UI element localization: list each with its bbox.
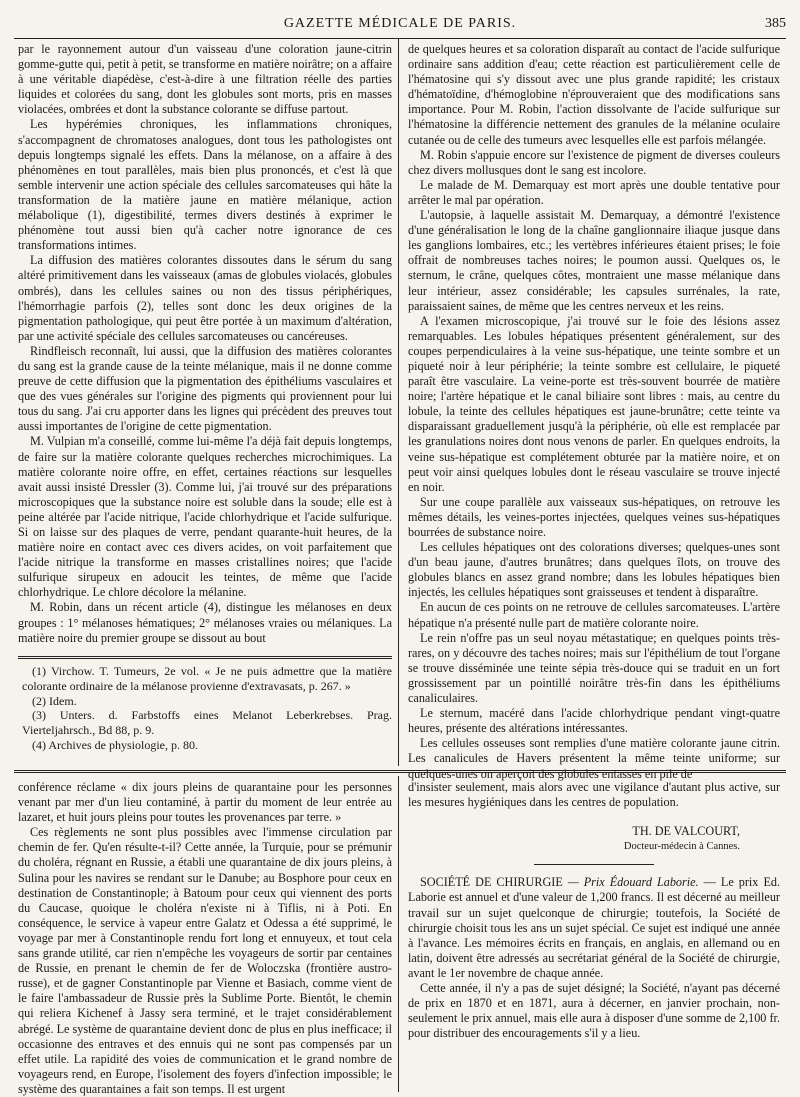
- right-column-news: [408, 780, 780, 1092]
- left-column-quarantine: [18, 780, 392, 1096]
- paragraph: Le rein n'offre pas un seul noyau métastatique; en quelques points très-rares, on y découvre des taches noires; mais sur l'épithélium de tout l'organe se trouve disséminée une teinte sépia très-douce qui se traduit en un fort grossissement par un pointillé noirâtre très-fin dans les épithéliums canaliculaires.: [408, 630, 780, 706]
- society-paragraph: [408, 875, 780, 981]
- paragraph: Cette année, il n'y a pas de sujet désigné; la Société, n'ayant pas décerné de prix en 1870 et en 1871, aura à décerner, en janvier prochain, non-seulement le prix annuel, mais elle aura à disposer d'une somme de 2,100 fr. pour distribuer des encouragements s'il y a lieu.: [408, 981, 780, 1041]
- society-text: — Le prix Ed. Laborie est annuel et d'une valeur de 1,200 francs. Il est décerné au meilleur travail sur un sujet quelconque de chirurgie; toutefois, la Société de chirurgie choisit tous les ans un sujet spécial. Ce sujet est indiqué une année à l'avance. Les mémoires écrits en français, en anglais, en allemand ou en latin, doivent être adressés au secrétariat général de la Société de chirurgie, avant le 1er novembre de chaque année.: [408, 875, 781, 980]
- header-rule: [14, 38, 786, 39]
- page-number: 385: [765, 16, 786, 31]
- paragraph: L'autopsie, à laquelle assistait M. Demarquay, a démontré l'existence d'une généralisation le long de la chaîne ganglionnaire iliaque jusque dans les ganglions lombaires, etc.; les vertèbres inférieures étaient prises; le foie offrait de nombreuses taches noires; le poumon aussi. Quelques os, le sternum, le crâne, quelques côtes, montraient une masse mélanique dans leur intérieur, assez considérable; les capsules surrénales, la rate, paraissaient saines, de même que les centres nerveux et les reins.: [408, 208, 780, 313]
- separator: [534, 864, 654, 865]
- paragraph: Les cellules hépatiques ont des colorations diverses; quelques-unes sont d'un beau jaune, d'autres brunâtres; dans quelques îlots, on trouve des globules blancs en assez grand nombre; dans les lobules hépatiques bien injectés, les cellules hépatiques sont graisseuses et tendent à disparaître.: [408, 540, 780, 600]
- prize-label: — Prix Édouard Laborie.: [567, 875, 699, 890]
- footnote: (3) Unters. d. Farbstoffs eines Melanot Leberkrebses. Prag. Vierteljahrsch., Bd 88, p. 9.: [22, 708, 392, 738]
- society-heading: SOCIÉTÉ DE CHIRURGIE: [420, 875, 563, 890]
- paragraph: d'insister seulement, mais alors avec une vigilance d'autant plus active, sur les mesures hygiéniques dans les centres de population.: [408, 780, 780, 810]
- paragraph: Le malade de M. Demarquay est mort après une double tentative pour arrêter le mal par opération.: [408, 177, 780, 207]
- paragraph: Les hypérémies chroniques, les inflammations chroniques, s'accompagnent de chromatoses analogues, dont tous les pathologistes ont depuis longtemps signalé les effets. Dans la mélanose, on a affaire à des phénomènes en tout parallèles, mais bien plus prononcés, et c'est là que semble intervenir une action spéciale des cellules sarcomateuses qui hâte la transformation de la matière jaune en matière mélanique, action mélabolique (1), digestibilité, termes divers destinés à exprimer le phénomène tout aussi bien qu'à cacher notre ignorance de ces transformations intimes.: [18, 117, 392, 253]
- paragraph: par le rayonnement autour d'un vaisseau d'une coloration jaune-citrin gomme-gutte qui, petit à petit, se transforme en matière noirâtre; on a affaire à une véritable diapédèse, c'est-à-dire à une filtration réelle des parties liquides et colorées du sang, dont les globules sont morts, pris en masses violacées, ombrées et dont la substance colorante se diffuse partout.: [18, 42, 392, 117]
- paragraph: Les cellules osseuses sont remplies d'une matière colorante jaune citrin. Les canalicules de Havers présentent la même teinte uniforme; sur quelques-unes on aperçoit des globules entassés en pile de: [408, 736, 780, 781]
- paragraph: M. Robin s'appuie encore sur l'existence de pigment de diverses couleurs chez divers mollusques dont le sang est incolore.: [408, 147, 780, 177]
- paragraph: A l'examen microscopique, j'ai trouvé sur le foie des lésions assez remarquables. Les lobules hépatiques présentent généralement, sur des coupes perpendiculaires à la veine sus-hépatique, une teinte sombre et un piqueté noir à leur périphérie; la teinte sombre est cellulaire, le piqueté paraît être vasculaire. La veine-porte est très-souvent bourrée de matière noire; l'artère hépatique et le canal biliaire sont libres : mais, au centre du lobule, la teinte des cellules hépatiques est jaune-brunâtre; cette teinte va disparaissant graduellement jusqu'à la périphérie, où elle est remplacée par les granulations noires dont nous venons de parler. En quelques endroits, la veine sus-hépatique est complétement obturée par la matière noire, et on peut voir ainsi quelques lobules dont le réseau vasculaire se trouve injecté en noir.: [408, 313, 780, 494]
- paragraph: de quelques heures et sa coloration disparaît au contact de l'acide sulfurique ordinaire sans addition d'eau; cette réaction est particulièrement celle de l'hématosine qui s'y dissout avec une plus grande rapidité; les cristaux d'hématoïdine, d'hémoglobine n'éprouveraient que des modifications sans importance. Pour M. Robin, l'action dissolvante de l'acide sulfurique sur l'hématosine la différencie nettement des granules de la mélanine oculaire cutanée ou de celle des tumeurs avec lesquelles elle est parfois mélangée.: [408, 42, 780, 147]
- footnotes: [22, 664, 392, 753]
- paragraph: La diffusion des matières colorantes dissoutes dans le sérum du sang altéré primitivement dans les vaisseaux (amas de globules violacés, globules ombrés), dans les cellules saines ou non des tissus périphériques, l'hémorrhagie parfois (2), telles sont donc les deux origines de la pigmentation pathologique, qui peut être portée à un maximum d'altération, par une activité spéciale des cellules sarcomateuses ou cancéreuses.: [18, 253, 392, 343]
- left-column-article: [18, 42, 392, 645]
- paragraph: Rindfleisch reconnaît, lui aussi, que la diffusion des matières colorantes du sang est la grande cause de la teinte mélanique, mais il ne donne comme preuve de cette diffusion que la pigmentation des épithéliums vasculaires et que des vues générales sur l'origine des pigments qui proviennent pour lui tous du sang. J'ai cru apporter dans les lignes qui précèdent des preuves tout aussi importantes de l'origine de cette pigmentation.: [18, 343, 392, 434]
- section-rule: [14, 770, 786, 773]
- footnote: (1) Virchow. T. Tumeurs, 2e vol. « Je ne puis admettre que la matière colorante ordinaire de la mélanose provienne d'extravasats, p. 267. »: [22, 664, 392, 693]
- footnotes-rule: [18, 656, 392, 659]
- column-divider-bottom: [398, 776, 399, 1092]
- paragraph: Le sternum, macéré dans l'acide chlorhydrique pendant vingt-quatre heures, présente des altérations intéressantes.: [408, 706, 780, 736]
- column-divider-top: [398, 38, 399, 766]
- right-column-article: [408, 42, 780, 781]
- journal-title: GAZETTE MÉDICALE DE PARIS.: [283, 16, 517, 31]
- footnote: (4) Archives de physiologie, p. 80.: [32, 737, 198, 752]
- signature-name: TH. DE VALCOURT,: [632, 824, 740, 839]
- paragraph: M. Robin, dans un récent article (4), distingue les mélanoses en deux groupes : 1° mélanoses hématiques; 2° mélanoses vraies ou mélaniques. La matière noire du premier groupe se dissout au bout: [18, 600, 392, 645]
- page-header: [14, 12, 786, 36]
- paragraph: En aucun de ces points on ne retrouve de cellules sarcomateuses. L'artère hépatique n'a présenté nulle part de matière colorante noire.: [408, 600, 780, 630]
- paragraph: conférence réclame « dix jours pleins de quarantaine pour les personnes venant par mer d'un lieu contaminé, à partir du moment de leur entrée au lazaret, et huit jours pleins pour toutes les provenances par terre. »: [18, 780, 392, 825]
- paragraph: Ces règlements ne sont plus possibles avec l'immense circulation par chemin de fer. Qu'en résulte-t-il? Cette année, la Turquie, pour se prémunir du choléra, régnant en Russie, a établi une quarantaine de dix jours pleins, à Sulina pour les navires se rendant sur le Danube; au Bosphore pour ceux en destination de Constantinople; à Batoum pour ceux qui viennent des ports du Caucase, quoique le choléra n'existe ni à Tiflis, ni à Poti. En conséquence, le service à vapeur entre Galatz et Odessa a été supprimé, le voyage par mer à Constantinople rendu fort long et ennuyeux, et tout cela sans grande utilité, car rien n'empêche les voyageurs de sortir par centaines de Russie, en prenant le chemin de fer de Woloczska (frontière austro-russe), et de gagner Constantinople par Vienne et Basiach, comme vient de le faire l'ambassadeur de Russie près la Sublime Porte. Bientôt, le chemin qui reliera Kichenef à Jassy sera terminé, et le trajet considérablement abrégé. Le système de quarantaine devient donc de plus en plus inefficace; il occasionne des entraves et des ennuis qui ne sont pas compensés par un effet utile. La rapidité des voies de communication et le grand nombre de voyageurs rend, en Europe, l'isolement des foyers d'infection impossible; le système des quarantaines a fait son temps. Il est urgent: [18, 825, 392, 1096]
- paragraph: Sur une coupe parallèle aux vaisseaux sus-hépatiques, on retrouve les mêmes détails, les veines-portes injectées, quelques veines sus-hépatiques bourrées de substance noire.: [408, 494, 780, 539]
- signature-role: Docteur-médecin à Cannes.: [623, 841, 740, 853]
- footnote: (2) Idem.: [32, 693, 77, 708]
- paragraph: M. Vulpian m'a conseillé, comme lui-même l'a déjà fait depuis longtemps, de faire sur la matière colorante quelques recherches microchimiques. La matière colorante noire offre, en effet, certaines réactions sur lesquelles avait aussi insisté Dressler (3). Comme lui, j'ai trouvé sur des préparations microscopiques que la substance noire est soluble dans la soude; elle est à peine altérée par l'acide nitrique, l'acide chlorhydrique et l'acide sulfurique. Si on laisse sur des plaques de verre, pendant quarante-huit heures, de la matière noire en contact avec ces divers acides, on voit parfaitement que l'acide nitrique la transforme en masses cristallines noires; que l'acide sulfurique sirupeux en adoucit les teintes, de même que l'acide chlorhydrique. Le chlore décolore la mélanine.: [18, 434, 392, 600]
